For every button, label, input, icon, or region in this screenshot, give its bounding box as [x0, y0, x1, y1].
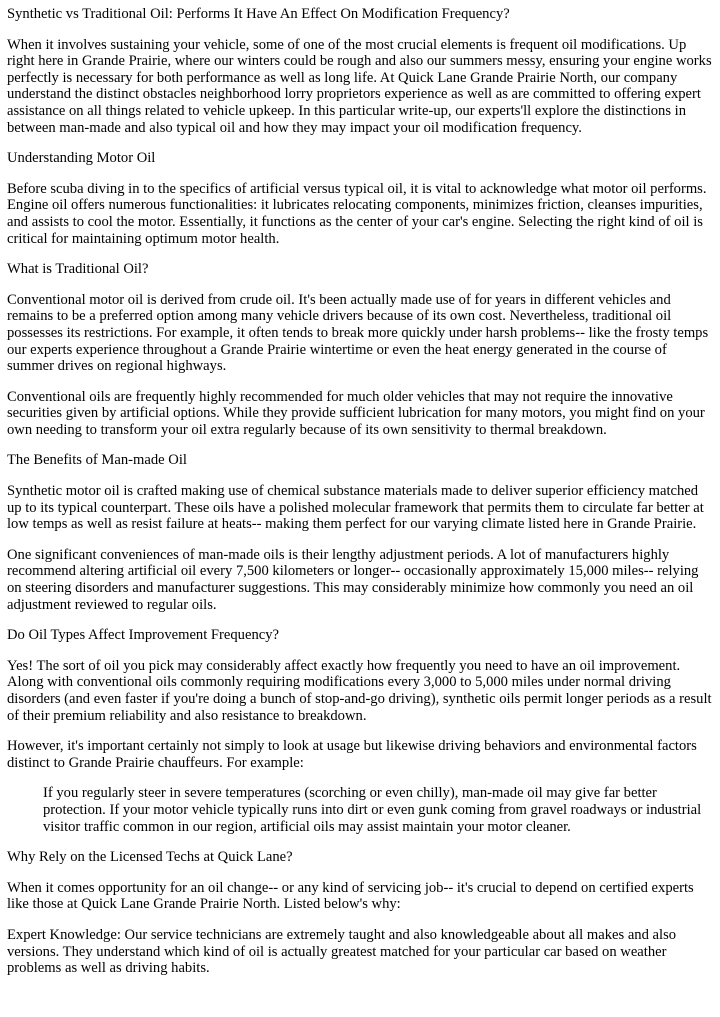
- benefits-paragraph-1: Synthetic motor oil is crafted making use of chemical substance materials made to deliver superior efficiency matched up to its typical counterpart. These oils have a polished molecular framework that permits them to circulate far better at low temps as well as resist failure at heats-- making them perfect for our varying climate listed here in Grande Prairie.: [7, 483, 704, 533]
- heading-oil-types-frequency: Do Oil Types Affect Improvement Frequency?: [7, 627, 279, 644]
- heading-benefits-synthetic: The Benefits of Man-made Oil: [7, 452, 187, 469]
- heading-licensed-techs: Why Rely on the Licensed Techs at Quick Lane?: [7, 849, 293, 866]
- document-title: Synthetic vs Traditional Oil: Performs It Have An Effect On Modification Frequency?: [7, 6, 510, 22]
- techs-paragraph-2: Expert Knowledge: Our service technicians are extremely taught and also knowledgeable about all makes and also versions. They understand which kind of oil is actually greatest matched for your particular car based on weather problems as well as driving habits.: [7, 926, 677, 977]
- understanding-paragraph: Before scuba diving in to the specifics of artificial versus typical oil, it is vital to acknowledge what motor oil performs. Engine oil offers numerous functionalities: it lubricates relocating components, minimizes friction, cleanses impurities, and assists to cool the motor. Essentially, it functions as the center of your car's engine. Selecting the right kind of oil is critical for maintaining optimum motor health.: [7, 180, 707, 247]
- types-paragraph-2: However, it's important certainly not simply to look at usage but likewise driving behaviors and environmental factors distinct to Grande Prairie chauffeurs. For example:: [7, 738, 697, 771]
- heading-traditional-oil: What is Traditional Oil?: [7, 261, 149, 278]
- traditional-paragraph-2: Conventional oils are frequently highly recommended for much older vehicles that may not require the innovative securities given by artificial options. While they provide sufficient lubrication for many motors, you might find on your own needing to transform your oil extra regularly because of its own sensitivity to thermal breakdown.: [7, 388, 705, 438]
- types-paragraph-1: Yes! The sort of oil you pick may considerably affect exactly how frequently you need to have an oil improvement. Along with conventional oils commonly requiring modifications every 3,000 to 5,000 miles under normal driving disorders (and even faster if you're doing a bunch of stop-and-go driving), synthetic oils permit longer periods as a result of their premium reliability and also resistance to breakdown.: [7, 657, 712, 724]
- benefits-paragraph-2: One significant conveniences of man-made oils is their lengthy adjustment periods. A lot of manufacturers highly recommend altering artificial oil every 7,500 kilometers or longer-- occasionally approximately 15,000 miles-- relying on steering disorders and manufacturer suggestions. This may considerably minimize how commonly you need an oil adjustment reviewed to regular oils.: [7, 546, 699, 613]
- heading-understanding-motor-oil: Understanding Motor Oil: [7, 150, 156, 167]
- intro-paragraph: When it involves sustaining your vehicle, some of one of the most crucial elements is frequent oil modifications. Up right here in Grande Prairie, where our winters could be rough and also our summers messy, ensuring your engine works perfectly is necessary for both performance as well as long life. At Quick Lane Grande Prairie North, our company understand the distinct obstacles neighborhood lorry proprietors experience as well as are committed to offering expert assistance on all things related to vehicle upkeep. In this particular write-up, our experts'll explore the distinctions in between man-made and also typical oil and how they may impact your oil modification frequency.: [7, 36, 712, 136]
- traditional-paragraph-1: Conventional motor oil is derived from crude oil. It's been actually made use of for years in different vehicles and remains to be a preferred option among many vehicle drivers because of its own cost. Nevertheless, traditional oil possesses its restrictions. For example, it often tends to break more quickly under harsh problems-- like the frosty temps our experts experience throughout a Grande Prairie wintertime or even the heat energy generated in the course of summer drives on regional highways.: [7, 291, 709, 375]
- example-blockquote: If you regularly steer in severe temperatures (scorching or even chilly), man-made oil may give far better protection. If your motor vehicle typically runs into dirt or even gunk coming from gravel roadways or industrial visitor traffic common in our region, artificial oils may assist maintain your motor cleaner.: [43, 785, 702, 835]
- techs-paragraph-1: When it comes opportunity for an oil change-- or any kind of servicing job-- it's crucial to depend on certified experts like those at Quick Lane Grande Prairie North. Listed below's why:: [7, 879, 694, 913]
